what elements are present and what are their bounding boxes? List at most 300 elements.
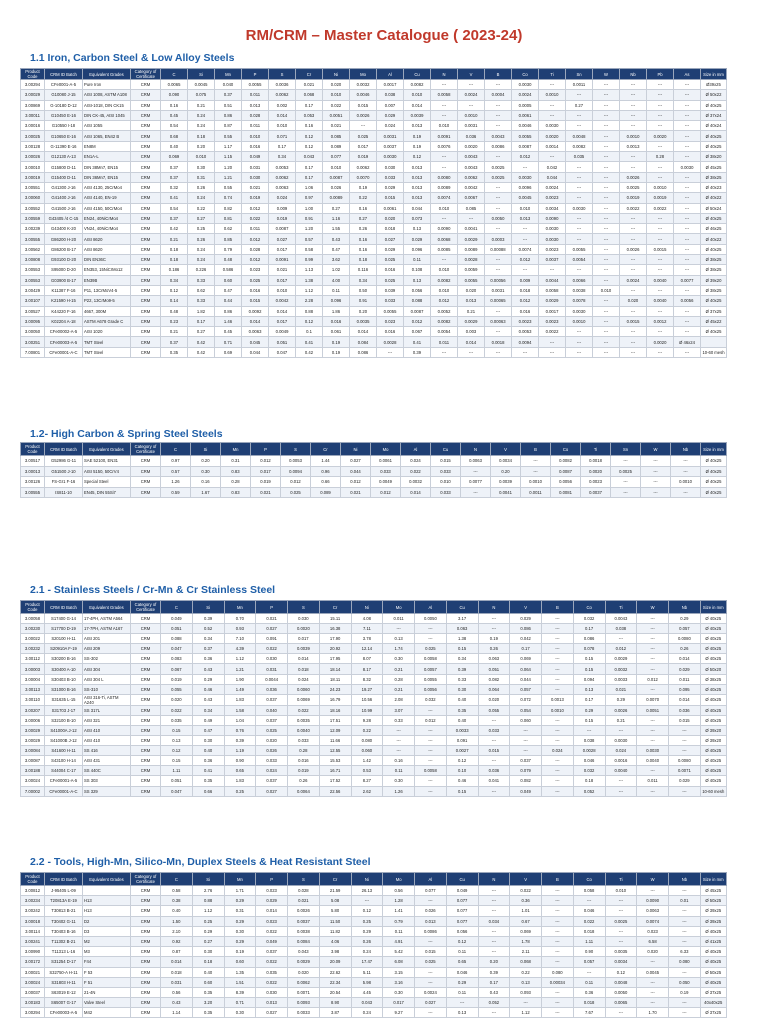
table-cell: ---: [415, 977, 447, 987]
table-cell: 0.0087: [551, 466, 581, 477]
table-cell: ---: [674, 285, 701, 295]
table-cell: 0.0065: [605, 998, 637, 1008]
table-cell: 0.0025: [620, 182, 647, 192]
table-cell: ---: [383, 725, 415, 735]
table-cell: 0.0024: [415, 987, 447, 997]
table-cell: 0.0082: [404, 80, 431, 90]
table-cell: 0.12: [404, 152, 431, 162]
table-cell: 0.17: [478, 977, 510, 987]
table-cell: ---: [620, 347, 647, 357]
table-cell: 0.40: [192, 746, 224, 756]
table-cell: 0.012: [415, 715, 447, 725]
table-cell: 0.0023: [512, 316, 539, 326]
table-cell: ---: [542, 756, 574, 766]
table-cell: 0.0033: [605, 674, 637, 684]
column-header: As: [674, 69, 701, 80]
column-header: Al: [415, 873, 447, 886]
column-header: Co: [573, 601, 605, 614]
table-row: [21, 694, 727, 705]
table-cell: 3.00869: [21, 100, 45, 110]
table-cell: 1.70: [637, 1008, 669, 1018]
table-row: [21, 275, 727, 285]
table-row: [21, 255, 727, 265]
table-cell: ---: [637, 786, 669, 796]
table-cell: 0.0048: [566, 131, 593, 141]
table-cell: 0.082: [510, 776, 542, 786]
table-cell: 0.0086: [415, 926, 447, 936]
table-cell: 0.40: [446, 694, 478, 705]
column-header: C: [161, 69, 188, 80]
table-cell: Ø 40x25: [701, 296, 727, 306]
table-cell: 0.096: [323, 296, 350, 306]
table-cell: Ø 40x25: [700, 766, 726, 776]
table-cell: 0.077: [323, 152, 350, 162]
table-cell: CRM: [131, 906, 161, 916]
column-header: V: [510, 601, 542, 614]
table-cell: 0.37: [161, 213, 188, 223]
table-cell: CRM: [131, 967, 161, 977]
table-cell: 0.0029: [458, 316, 485, 326]
table-cell: 0.033: [256, 756, 288, 766]
table-cell: 0.32: [161, 182, 188, 192]
table-cell: 0.0023: [539, 244, 566, 254]
table-cell: 0.011: [242, 121, 269, 131]
column-header: C: [161, 601, 193, 614]
table-cell: 0.019: [288, 766, 320, 776]
table-cell: ---: [611, 456, 641, 467]
table-cell: 1.90: [224, 674, 256, 684]
table-cell: ---: [485, 203, 512, 213]
column-header: W: [593, 69, 620, 80]
table-cell: 0.023: [637, 926, 669, 936]
table-cell: 5.42: [383, 947, 415, 957]
table-cell: 3.00555: [21, 487, 45, 498]
table-cell: 0.0061: [371, 456, 401, 467]
table-cell: DIN CK-45, AISI 1045: [83, 110, 131, 120]
table-cell: ---: [566, 121, 593, 131]
table-cell: 0.18: [188, 131, 215, 141]
table-row: [21, 644, 727, 654]
table-cell: D3: [83, 926, 131, 936]
table-cell: 3.00060: [21, 193, 45, 203]
table-cell: CRM: [131, 244, 161, 254]
table-cell: 0.0061: [512, 110, 539, 120]
table-cell: 1.83: [224, 694, 256, 705]
table-cell: ---: [542, 624, 574, 634]
table-cell: 0.0024: [512, 90, 539, 100]
table-cell: ---: [669, 746, 701, 756]
table-cell: 0.21: [161, 327, 188, 337]
table-cell: 0.015: [350, 100, 377, 110]
table-cell: 17-7PH, ASTM A167: [83, 624, 131, 634]
table-cell: 0.011: [242, 224, 269, 234]
table-cell: Ø 39x20: [701, 275, 727, 285]
table-cell: 15.53: [319, 756, 351, 766]
table-cell: 0.30: [224, 926, 256, 936]
table-cell: 0.0030: [605, 736, 637, 746]
column-header: S: [288, 601, 320, 614]
table-cell: 0.053: [296, 110, 323, 120]
table-cell: 0.12: [161, 746, 193, 756]
table-cell: 0.0027: [446, 746, 478, 756]
table-cell: 0.011: [669, 674, 701, 684]
column-header: Ti: [605, 601, 637, 614]
table-cell: 0.71: [224, 998, 256, 1008]
table-cell: 0.28: [221, 477, 251, 488]
table-cell: EN8M: [83, 141, 131, 151]
table-cell: 0.012: [512, 296, 539, 306]
table-cell: 0.021: [323, 121, 350, 131]
table-row: [21, 466, 727, 477]
table-cell: 3.00029: [21, 725, 45, 735]
table-cell: 0.82: [215, 203, 242, 213]
table-cell: 0.0094: [512, 337, 539, 347]
table-cell: ---: [620, 90, 647, 100]
table-cell: CRM: [131, 725, 161, 735]
table-cell: ---: [593, 213, 620, 223]
table-cell: 0.19: [478, 634, 510, 644]
table-cell: 0.90: [573, 947, 605, 957]
table-cell: S32750-A H-11: [45, 967, 83, 977]
table-cell: 0.24: [188, 244, 215, 254]
table-cell: 0.022: [256, 926, 288, 936]
table-cell: ---: [637, 998, 669, 1008]
table-cell: ---: [593, 172, 620, 182]
table-cell: 0.013: [404, 121, 431, 131]
table-cell: 0.12: [296, 316, 323, 326]
section-1-2: [0, 428, 768, 498]
table-cell: 1.00: [296, 203, 323, 213]
table-cell: 0.0023: [539, 316, 566, 326]
table-cell: 0.027: [269, 234, 296, 244]
table-cell: ---: [593, 193, 620, 203]
table-cell: 0.18: [573, 776, 605, 786]
table-cell: ---: [542, 766, 574, 776]
table-cell: 1.21: [224, 664, 256, 674]
table-row: [21, 203, 727, 213]
table-cell: 0.0089: [458, 244, 485, 254]
table-cell: 0.0055: [242, 80, 269, 90]
table-cell: 0.24: [188, 121, 215, 131]
table-cell: S30400 A-10: [45, 664, 83, 674]
table-cell: Ø 41x25: [700, 936, 726, 946]
table-cell: 0.013: [404, 182, 431, 192]
table-cell: 0.22: [510, 967, 542, 977]
table-cell: ---: [647, 265, 674, 275]
table-cell: ---: [647, 306, 674, 316]
column-header: CRM ID Batch: [45, 69, 83, 80]
table-cell: ---: [431, 347, 458, 357]
table-cell: Ø 37x25: [701, 306, 727, 316]
table-cell: ---: [510, 736, 542, 746]
table-cell: 0.17: [296, 100, 323, 110]
table-cell: 0.017: [383, 998, 415, 1008]
table-cell: 0.0032: [350, 80, 377, 90]
table-cell: S32100 B-10: [45, 715, 83, 725]
table-row: [21, 131, 727, 141]
table-cell: ---: [485, 121, 512, 131]
table-cell: ---: [674, 90, 701, 100]
table-cell: ---: [542, 936, 574, 946]
table-cell: ---: [669, 936, 701, 946]
table-cell: 0.057: [510, 684, 542, 694]
table-cell: 0.0024: [458, 90, 485, 100]
table-cell: ---: [485, 193, 512, 203]
table-cell: ---: [485, 110, 512, 120]
table-cell: Ø 40x25: [701, 327, 727, 337]
table-cell: 0.0093: [288, 998, 320, 1008]
table-cell: 3.00013: [21, 466, 45, 477]
table-cell: 0.0076: [431, 141, 458, 151]
table-cell: CRM: [131, 614, 161, 624]
table-cell: 0.0063: [242, 327, 269, 337]
table-cell: 0.0040: [647, 296, 674, 306]
section-2-1: [0, 584, 768, 797]
table-cell: 0.044: [242, 347, 269, 357]
table-row: [21, 766, 727, 776]
table-cell: Ø 40x25: [700, 644, 726, 654]
table-row: [21, 957, 727, 967]
table-cell: ---: [542, 684, 574, 694]
table-cell: 0.00088: [485, 244, 512, 254]
table-cell: 0.0080: [431, 172, 458, 182]
table-cell: 0.0043: [485, 131, 512, 141]
table-cell: 17.52: [319, 776, 351, 786]
table-cell: 0.0096: [512, 182, 539, 192]
table-cell: AISI 201: [83, 634, 131, 644]
table-cell: 0.12: [296, 131, 323, 141]
table-cell: 0.007: [377, 100, 404, 110]
table-cell: ---: [611, 477, 641, 488]
table-cell: 3.00114: [21, 926, 45, 936]
table-cell: 0.0044: [539, 275, 566, 285]
table-cell: 0.17: [510, 644, 542, 654]
table-row: [21, 977, 727, 987]
table-cell: 3.00251: [21, 337, 45, 347]
table-cell: 3.00016: [21, 121, 45, 131]
table-row: [21, 296, 727, 306]
table-row: [21, 162, 727, 172]
table-cell: G52986 G-11: [45, 456, 83, 467]
table-cell: 0.36: [192, 756, 224, 766]
table-cell: 0.068: [296, 90, 323, 100]
table-cell: 3.00110: [21, 694, 45, 705]
table-cell: ---: [431, 110, 458, 120]
table-cell: 0.0038: [566, 285, 593, 295]
column-header: Mo: [371, 443, 401, 456]
table-cell: CRM: [131, 736, 161, 746]
table-cell: 1.83: [224, 776, 256, 786]
table-cell: 1.20: [296, 224, 323, 234]
table-row: [21, 234, 727, 244]
table-cell: Ø 37x25: [700, 987, 726, 997]
table-cell: 0.42: [296, 347, 323, 357]
table-cell: 0.0063: [461, 456, 491, 467]
table-cell: Ø 46x25: [701, 224, 727, 234]
table-cell: 3.00429: [21, 285, 45, 295]
table-cell: K02204 A-18: [45, 316, 83, 326]
table-cell: 0.30: [383, 654, 415, 664]
table-cell: S17700 D-19: [45, 624, 83, 634]
table-cell: ---: [377, 347, 404, 357]
table-cell: 0.030: [377, 162, 404, 172]
section-title: 1.2- High Carbon & Spring Steel Steels: [30, 428, 223, 440]
table-cell: 0.41: [192, 766, 224, 776]
table-cell: 0.020: [161, 694, 193, 705]
table-cell: 0.37: [215, 90, 242, 100]
table-cell: ---: [415, 624, 447, 634]
table-cell: ---: [478, 756, 510, 766]
table-cell: 3.00294: [21, 1008, 45, 1018]
column-header: Nb: [620, 69, 647, 80]
table-row: [21, 998, 727, 1008]
table-cell: 0.0010: [458, 110, 485, 120]
table-cell: ---: [512, 347, 539, 357]
table-cell: EN1A-L: [83, 152, 131, 162]
table-cell: S95000 D-20: [45, 265, 83, 275]
table-cell: 0.0037: [581, 487, 611, 498]
table-cell: ---: [647, 347, 674, 357]
table-cell: 0.019: [251, 477, 281, 488]
table-cell: 1.38: [296, 275, 323, 285]
table-cell: ---: [485, 182, 512, 192]
table-cell: 0.0025: [485, 172, 512, 182]
table-cell: 0.45: [215, 327, 242, 337]
table-cell: ---: [647, 255, 674, 265]
table-cell: 0.0038: [288, 926, 320, 936]
table-cell: 0.01: [669, 896, 701, 906]
table-cell: Ø 38x25: [701, 265, 727, 275]
table-cell: 0.51: [215, 100, 242, 110]
table-cell: 0.020: [323, 80, 350, 90]
table-cell: Ø 40x22: [701, 193, 727, 203]
table-cell: 0.0086: [485, 141, 512, 151]
table-cell: ---: [485, 306, 512, 316]
table-cell: ---: [415, 776, 447, 786]
table-cell: ---: [674, 327, 701, 337]
table-cell: 0.0094: [281, 466, 311, 477]
table-cell: ---: [566, 182, 593, 192]
table-cell: Ø 46x24: [674, 337, 701, 347]
table-cell: 0.0062: [350, 162, 377, 172]
table-cell: 0.27: [192, 936, 224, 946]
table-cell: 0.043: [288, 947, 320, 957]
table-cell: ---: [542, 998, 574, 1008]
column-header: Co: [512, 69, 539, 80]
table-cell: 0.0037: [377, 141, 404, 151]
table-cell: 16.79: [319, 694, 351, 705]
table-cell: 3.87: [319, 1008, 351, 1018]
table-cell: 3.00004: [21, 674, 45, 684]
table-cell: 0.116: [350, 265, 377, 275]
table-cell: ---: [512, 162, 539, 172]
table-cell: 0.97: [296, 193, 323, 203]
table-cell: 0.0045: [637, 967, 669, 977]
table-cell: 40x40x25: [700, 998, 726, 1008]
table-cell: 0.45: [161, 110, 188, 120]
table-cell: 0.26: [351, 936, 383, 946]
table-cell: 0.015: [478, 746, 510, 756]
column-header: Equivalent Grades: [83, 69, 131, 80]
table-cell: [83, 886, 131, 896]
table-cell: 0.056: [404, 285, 431, 295]
table-cell: 0.0055: [512, 131, 539, 141]
table-cell: 0.28: [383, 674, 415, 684]
table-cell: 0.060: [351, 746, 383, 756]
table-cell: CRM: [131, 456, 161, 467]
table-cell: TMT Steel: [83, 347, 131, 357]
table-cell: 0.0058: [431, 90, 458, 100]
table-cell: ---: [647, 213, 674, 223]
table-cell: 0.11: [383, 926, 415, 936]
table-cell: 0.0080: [669, 634, 701, 644]
column-header: S: [288, 873, 320, 886]
table-cell: 3.00128: [21, 141, 45, 151]
table-cell: 0.47: [323, 244, 350, 254]
table-cell: ---: [674, 255, 701, 265]
table-cell: 0.021: [605, 684, 637, 694]
table-cell: 0.0022: [620, 203, 647, 213]
table-cell: 0.013: [404, 193, 431, 203]
table-cell: 0.025: [377, 275, 404, 285]
table-cell: ---: [566, 327, 593, 337]
table-cell: ---: [521, 456, 551, 467]
table-cell: ASTM A678 Grade C: [83, 316, 131, 326]
table-cell: 0.54: [161, 121, 188, 131]
table-cell: 0.49: [192, 715, 224, 725]
table-cell: ---: [431, 255, 458, 265]
table-cell: ---: [593, 100, 620, 110]
table-cell: 0.026: [323, 182, 350, 192]
table-cell: ---: [478, 896, 510, 906]
table-cell: AISI 4150, 50CrMo4: [83, 203, 131, 213]
table-cell: ---: [593, 131, 620, 141]
table-cell: 0.036: [669, 705, 701, 715]
table-cell: 0.56: [383, 886, 415, 896]
table-cell: 1.12: [296, 285, 323, 295]
table-cell: 0.19: [350, 182, 377, 192]
table-cell: 0.035: [256, 967, 288, 977]
table-cell: G43405 /4 C-15: [45, 213, 83, 223]
table-cell: EN39B: [83, 275, 131, 285]
table-cell: 0.0060: [288, 684, 320, 694]
table-cell: 0.0030: [539, 224, 566, 234]
table-cell: 3.98: [319, 947, 351, 957]
table-cell: CRM: [131, 285, 161, 295]
table-cell: 8.17: [351, 664, 383, 674]
table-cell: G86200 H-20: [45, 234, 83, 244]
table-cell: 3.00006: [21, 715, 45, 725]
table-cell: CFe00003-A-5: [45, 1008, 83, 1018]
table-row: [21, 347, 727, 357]
table-cell: Ø 40x25: [700, 705, 726, 715]
table-cell: 0.28: [288, 746, 320, 756]
table-cell: 0.019: [242, 193, 269, 203]
table-cell: 0.028: [242, 244, 269, 254]
table-cell: 0.20: [188, 141, 215, 151]
table-cell: 6.33: [669, 947, 701, 957]
table-cell: 0.015: [415, 947, 447, 957]
table-cell: ---: [674, 131, 701, 141]
table-cell: 3.00207: [21, 705, 45, 715]
table-cell: 0.0026: [620, 172, 647, 182]
table-cell: 0.43: [323, 234, 350, 244]
table-cell: J-95405 L-09: [45, 886, 83, 896]
table-cell: 0.31: [188, 172, 215, 182]
table-cell: 0.022: [256, 957, 288, 967]
table-cell: 0.0064: [288, 786, 320, 796]
table-cell: 0.0014: [539, 141, 566, 151]
